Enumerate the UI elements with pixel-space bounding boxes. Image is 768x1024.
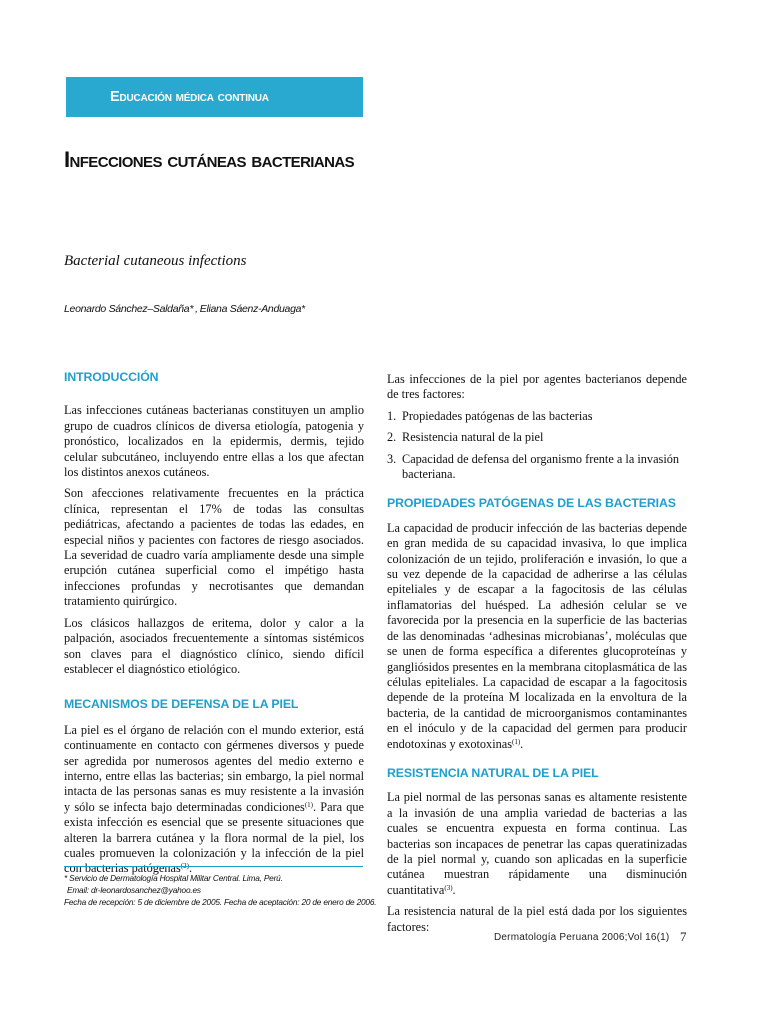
list-item: 2. Resistencia natural de la piel	[387, 430, 544, 445]
footnotes	[64, 872, 377, 908]
left-column	[64, 370, 364, 883]
intro-paragraph-2: Son afecciones relativamente frecuentes en la práctica clínica, representan el 17% de todas las consultas pediátricas, afectando a pacientes de todas las edades, en especial niños y pacientes con factores de riesgo asociados. La severidad de cuadro varía ampliamente desde una simple erupción cutánea superficial como el impétigo hasta infecciones profundas y necrotisantes que demandan tratamiento quirúrgico.	[64, 486, 364, 609]
list-item: 1. Propiedades patógenas de las bacterias	[387, 408, 593, 423]
author-1: Leonardo Sánchez–Saldaña*	[64, 303, 194, 315]
article-subtitle: Bacterial cutaneous infections	[64, 253, 247, 269]
heading-introduccion: INTRODUCCIÓN	[64, 370, 159, 384]
resistance-paragraph-1: La piel normal de las personas sanas es altamente resistente a la invasión de una amplia variedad de bacterias a las cuales se encuentra expuesta en forma continua. Las bacterias son incapaces de penetrar las capas queratinizadas de la piel normal y, cuando son aplicadas en la superficie cutánea muestran rápidamente una disminución cuantitativa$^{(3)}$.	[387, 790, 687, 897]
defense-paragraph-1: La piel es el órgano de relación con el mundo exterior, está continuamente en contacto con gérmenes diversos y puede ser agredida por numerosos agentes del medio externo e interno, entre ellas las bacterias; sin embargo, la piel normal intacta de las personas sanas es muy resistente a la invasión y sólo se infecta bajo determinadas condiciones$^{(1)}$. Para que exista infección es esencial que se presente situaciones que alteren la barrera cutánea y la flora normal de la piel, los cuales promueven la colonización y la infección de la piel con bacterias patógenas$^{(2)}$.	[64, 722, 364, 876]
citation-ref: (1)	[512, 737, 521, 746]
list-item: 3. Capacidad de defensa del organismo frente a la invasión bacteriana.	[387, 451, 680, 482]
heading-resistencia-natural: RESISTENCIA NATURAL DE LA PIEL	[387, 765, 599, 780]
author-list: Leonardo Sánchez–Saldaña* , Eliana Sáenz-Anduaga*	[64, 303, 305, 315]
pathogenic-paragraph-1: La capacidad de producir infección de las bacterias depende en gran medida de su capacidad invasiva, lo que implica colonización de un tejido, proliferación e invasión, lo que a su vez depende de la capacidad de adherirse a las células epiteliales y de escapar a la fagocitosis de las células inflamatorias del huésped. La adhesión celular se ve favorecida por la presencia en la superficie de las bacterias de las denominadas ‘adhesinas microbianas’, moléculas que se unen de forma específica a diferentes glucoproteínas y gangliósidos presentes en la membrana citoplasmática de las células epiteliales. La capacidad de escapar a la fagocitosis depende de la proteína M localizada en la envoltura de la bacteria, de la cantidad de microorganismos contaminantes en el inóculo y de la capacidad del germen para producir endotoxinas y exotoxinas$^{(1)}$.	[387, 520, 687, 751]
citation-ref: (1)	[304, 800, 313, 809]
article-title: Infecciones cutáneas bacterianas	[64, 147, 354, 172]
intro-paragraph-1: Las infecciones cutáneas bacterianas constituyen un amplio grupo de cuadros clínicos de diversa etiología, patogenia y pronóstico, localizados en la epidermis, dermis, tejido celular subcutáneo, incluyendo entre ellas a los que afectan los distintos anexos cutáneos.	[64, 403, 364, 480]
footnote-affiliation: * Servicio de Dermatología Hospital Militar Central. Lima, Perú.	[64, 873, 283, 883]
author-2: Eliana Sáenz-Anduaga*	[199, 303, 305, 315]
right-column	[387, 372, 687, 941]
factors-list	[387, 409, 687, 483]
citation-ref: (3)	[444, 883, 453, 892]
intro-paragraph-3: Los clásicos hallazgos de eritema, dolor y calor a la palpación, asociados frecuentemente a síntomas sistémicos son claves para el diagnóstico clínico, siendo difícil establecer el diagnóstico etiológico.	[64, 615, 364, 676]
factors-intro: Las infecciones de la piel por agentes bacterianos depende de tres factores:	[387, 372, 687, 402]
citation-ref: (2)	[180, 862, 189, 871]
footnote-divider	[64, 866, 363, 867]
heading-mecanismos-defensa: MECANISMOS DE DEFENSA DE LA PIEL	[64, 697, 299, 712]
page-number: 7	[680, 929, 687, 944]
section-banner: Educación médica continua	[66, 77, 363, 117]
footnote-email: Email: dr-leonardosanchez@yahoo.es	[67, 885, 201, 895]
heading-propiedades-patogenas: PROPIEDADES PATÓGENAS DE LAS BACTERIAS	[387, 496, 676, 511]
resistance-paragraph-2: La resistencia natural de la piel está dada por los siguientes factores:	[387, 904, 687, 934]
footnote-dates: Fecha de recepción: 5 de diciembre de 2005. Fecha de aceptación: 20 de enero de 2006.	[64, 897, 377, 907]
journal-footer: Dermatología Peruana 2006;Vol 16(1)	[494, 932, 670, 943]
